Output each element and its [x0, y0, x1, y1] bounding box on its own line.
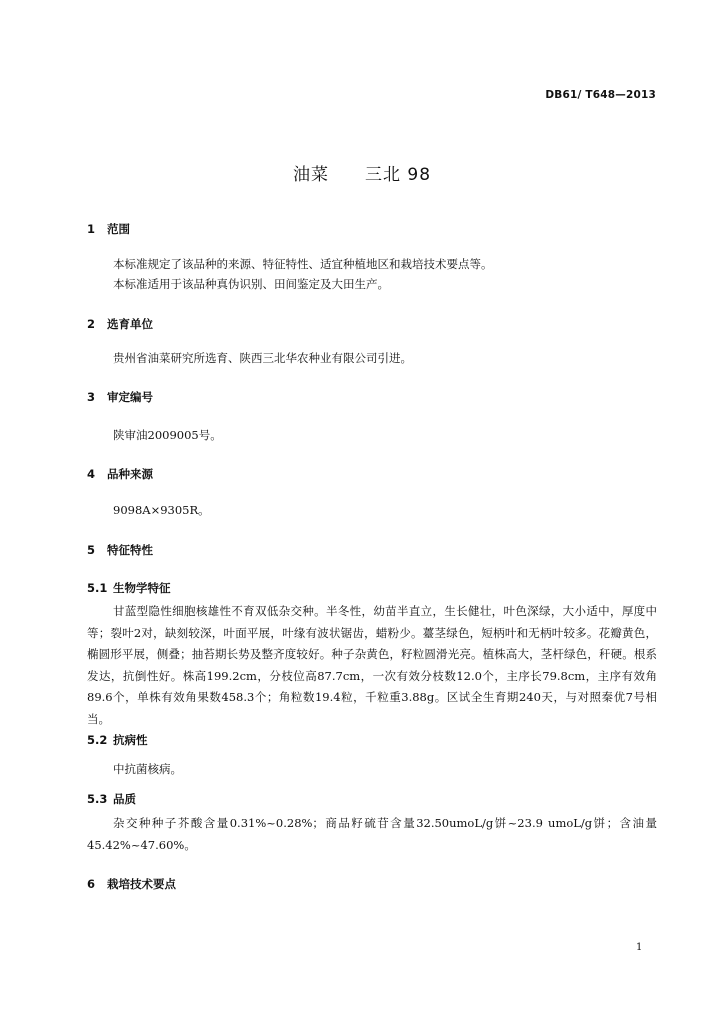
paragraph: 中抗菌核病。 [113, 762, 182, 776]
section-heading-2 [87, 316, 153, 332]
paragraph: 本标准规定了该品种的来源、特征特性、适宜种植地区和栽培技术要点等。 [113, 257, 493, 271]
document-number: DB61/ T648—2013 [545, 89, 656, 101]
section-title: 品种来源 [107, 467, 153, 481]
section-title: 审定编号 [107, 390, 153, 404]
section-heading-3 [87, 389, 153, 405]
section-heading-5-3 [87, 791, 136, 807]
paragraph: 本标准适用于该品种真伪识别、田间鉴定及大田生产。 [113, 277, 389, 291]
section-number: 5.3 [87, 792, 108, 806]
section-heading-5-2 [87, 732, 148, 748]
section-number: 1 [87, 222, 96, 236]
section-heading-1 [87, 221, 130, 237]
section-heading-6 [87, 876, 176, 892]
page-number: 1 [636, 942, 643, 953]
paragraph: 陕审油2009005号。 [113, 428, 222, 442]
title-variety: 三北 98 [364, 165, 432, 185]
section-title: 生物学特征 [113, 581, 171, 595]
paragraph: 9098A×9305R。 [113, 503, 210, 517]
section-title: 抗病性 [113, 733, 148, 747]
section-heading-5-1 [87, 580, 171, 596]
section-number: 5 [87, 543, 96, 557]
section-title: 特征特性 [107, 543, 153, 557]
section-heading-4 [87, 466, 153, 482]
paragraph: 杂交种种子芥酸含量0.31%~0.28%；商品籽硫苷含量32.50umoL/g饼~23.9 umoL/g饼；含油量45.42%~47.60%。 [87, 816, 657, 852]
section-number: 2 [87, 317, 96, 331]
section-number: 3 [87, 390, 96, 404]
title-crop: 油菜 [292, 165, 329, 185]
section-number: 5.1 [87, 581, 108, 595]
section-number: 6 [87, 877, 96, 891]
section-number: 5.2 [87, 733, 108, 747]
section-title: 选育单位 [107, 317, 153, 331]
paragraph: 贵州省油菜研究所选育、陕西三北华农种业有限公司引进。 [113, 351, 412, 365]
section-title: 范围 [107, 222, 130, 236]
document-title [0, 160, 724, 185]
section-number: 4 [87, 467, 96, 481]
paragraph: 甘蓝型隐性细胞核雄性不育双低杂交种。半冬性，幼苗半直立，生长健壮，叶色深绿，大小适中，厚度中等；裂叶2对，缺刻较深，叶面平展，叶缘有波状锯齿，蜡粉少。薹茎绿色，短柄叶和无柄叶较多。花瓣黄色，椭圆形平展，侧叠；抽苔期长势及整齐度较好。种子杂黄色，籽粒圆滑光亮。植株高大，茎杆绿色，秆硬。根系发达，抗倒性好。株高199.2cm，分枝位高87.7cm，一次有效分枝数12.0个，主序长79.8cm，主序有效角89.6个，单株有效角果数458.3个；角粒数19.4粒，千粒重3.88g。区试全生育期240天，与对照秦优7号相当。 [87, 604, 657, 726]
section-heading-5 [87, 542, 153, 558]
section-title: 栽培技术要点 [107, 877, 176, 891]
section-title: 品质 [113, 792, 136, 806]
